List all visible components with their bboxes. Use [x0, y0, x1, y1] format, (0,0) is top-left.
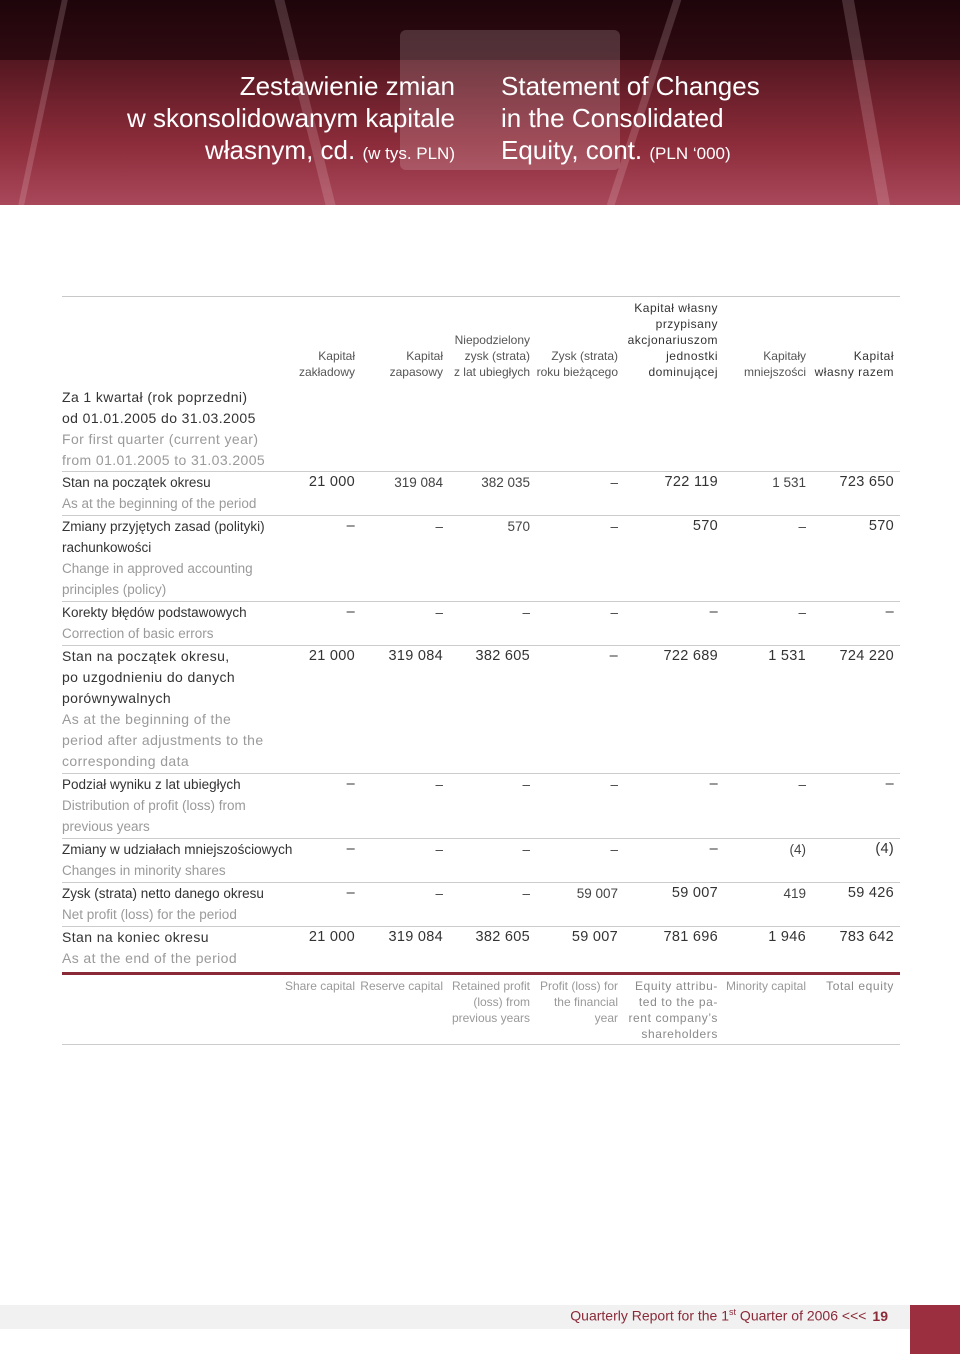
table-cell: –	[522, 886, 530, 901]
row-label-en: period after adjustments to the	[62, 732, 264, 748]
table-cell: –	[798, 519, 806, 534]
column-header-line: zakładowy	[298, 365, 355, 379]
table-cell: –	[346, 776, 355, 792]
row-label	[62, 602, 297, 644]
column-header-line: akcjonariuszom	[627, 333, 718, 347]
table-cell: 59 007	[671, 885, 718, 901]
column-header-line: roku bieżącego	[536, 365, 618, 379]
table-cell: –	[435, 842, 443, 857]
column-footer-line: Total equity	[826, 979, 894, 993]
table-cell: –	[610, 475, 618, 490]
table-cell: –	[609, 648, 618, 664]
period-pl: od 01.01.2005 do 31.03.2005	[62, 410, 256, 426]
row-label	[62, 472, 297, 514]
table-cell: –	[798, 605, 806, 620]
column-header-line: Kapitał	[853, 349, 894, 363]
column-header-line: Kapitał	[406, 349, 443, 363]
period-heading	[62, 387, 297, 471]
column-footer-line: Minority capital	[725, 979, 806, 993]
row-label-en: previous years	[62, 819, 150, 834]
column-footer-line: rent company’s	[628, 1011, 718, 1025]
table-cell: –	[610, 519, 618, 534]
table-total-rule	[62, 972, 900, 975]
table-cell: –	[435, 605, 443, 620]
column-footer	[523, 978, 618, 1026]
table-cell: –	[798, 777, 806, 792]
table-cell: 1 946	[768, 929, 806, 945]
row-label-en: As at the end of the period	[62, 950, 238, 966]
row-label-pl: Stan na początek okresu	[62, 475, 211, 490]
row-label-en: Net profit (loss) for the period	[62, 907, 237, 922]
title-pl-unit: (w tys. PLN)	[362, 144, 455, 163]
column-header	[533, 348, 618, 380]
table-cell: 1 531	[768, 648, 806, 664]
column-footer-line: shareholders	[641, 1027, 718, 1041]
row-label	[62, 927, 297, 969]
table-cell: (4)	[789, 842, 806, 857]
footer-report-suffix: Quarter of 2006	[736, 1307, 842, 1324]
table-cell: –	[610, 777, 618, 792]
column-header-line: jednostki	[666, 349, 718, 363]
footer-report-label	[570, 1307, 888, 1324]
title-pl-line	[127, 134, 455, 170]
row-label-pl: Podział wyniku z lat ubiegłych	[62, 777, 241, 792]
title-pl-text: własnym, cd.	[204, 135, 356, 165]
table-cell: –	[709, 604, 718, 620]
title-en-unit: (PLN ‘000)	[649, 144, 731, 163]
row-label-en: As at the beginning of the	[62, 711, 232, 727]
column-header-line: Kapitały	[763, 349, 806, 363]
table-cell: 1 531	[772, 475, 806, 490]
table-cell: –	[435, 886, 443, 901]
table-cell: 319 084	[388, 929, 443, 945]
title-english	[501, 70, 760, 170]
row-label-en: Correction of basic errors	[62, 626, 214, 641]
column-header-line: zapasowy	[389, 365, 443, 379]
table-cell: 723 650	[839, 474, 894, 490]
table-cell: –	[610, 842, 618, 857]
period-pl: Za 1 kwartał (rok poprzedni)	[62, 389, 248, 405]
row-label-pl: Zmiany przyjętych zasad (polityki)	[62, 519, 265, 534]
column-footer-line: previous years	[451, 1011, 530, 1025]
table-cell: 722 689	[663, 648, 718, 664]
table-cell: 570	[692, 518, 718, 534]
table-cell: 59 007	[571, 929, 618, 945]
column-footer-line: (loss) from	[473, 995, 530, 1009]
title-polish	[127, 70, 455, 170]
table-cell: 59 007	[576, 886, 618, 901]
table-cell: –	[346, 518, 355, 534]
table-cell: 570	[868, 518, 894, 534]
row-label-pl: Stan na koniec okresu	[62, 929, 209, 945]
row-label-en: Distribution of profit (loss) from	[62, 798, 246, 813]
period-en: from 01.01.2005 to 31.03.2005	[62, 452, 266, 468]
row-label	[62, 774, 297, 837]
title-en-line	[501, 134, 760, 170]
column-header-line: z lat ubiegłych	[453, 365, 530, 379]
column-footer-line: Profit (loss) for	[539, 979, 618, 993]
table-cell: 319 084	[394, 475, 443, 490]
column-footer-line: Equity attribu-	[634, 979, 718, 993]
row-label-en: Change in approved accounting	[62, 561, 253, 576]
title-pl-line: w skonsolidowanym kapitale	[126, 103, 455, 133]
column-header-line: zysk (strata)	[464, 349, 530, 363]
column-header-line: Niepodzielony	[454, 333, 530, 347]
table-cell: 570	[507, 519, 530, 534]
row-label-pl: Zmiany w udziałach mniejszościowych	[62, 842, 293, 857]
column-footer-line: Reserve capital	[360, 979, 443, 993]
table-cell: 21 000	[308, 648, 355, 664]
period-en: For first quarter (current year)	[62, 431, 259, 447]
table-cell: 59 426	[847, 885, 894, 901]
column-header-line: Kapitał	[318, 349, 355, 363]
row-label-en: corresponding data	[62, 753, 190, 769]
table-cell: 21 000	[308, 929, 355, 945]
table-cell: –	[522, 605, 530, 620]
column-header-line: dominującej	[648, 365, 718, 379]
table-cell: 724 220	[839, 648, 894, 664]
column-footer	[260, 978, 355, 994]
column-header	[358, 348, 443, 380]
column-footer-line: ted to the pa-	[638, 995, 718, 1009]
column-header	[809, 348, 894, 380]
table-cell: 722 119	[664, 474, 718, 490]
row-label-pl: po uzgodnieniu do danych	[62, 669, 236, 685]
table-cell: –	[346, 841, 355, 857]
title-en-line: Statement of Changes	[501, 71, 760, 101]
table-cell: 781 696	[663, 929, 718, 945]
column-header-line: własny razem	[814, 365, 894, 379]
table-cell: 382 605	[475, 929, 530, 945]
column-footer-line: Retained profit	[451, 979, 530, 993]
footer-report-prefix: Quarterly Report for the 1	[570, 1307, 730, 1324]
table-cell: 21 000	[308, 474, 355, 490]
table-cell: –	[522, 842, 530, 857]
table-cell: –	[435, 519, 443, 534]
table-cell: –	[346, 885, 355, 901]
column-header-line: przypisany	[655, 317, 718, 331]
footer-accent-block	[910, 1305, 960, 1354]
page-number: 19	[872, 1307, 888, 1324]
table-cell: (4)	[875, 841, 894, 857]
row-label-en: Changes in minority shares	[62, 863, 226, 878]
footer-arrows: <<<	[841, 1307, 867, 1324]
column-footer	[348, 978, 443, 994]
row-label	[62, 646, 297, 772]
title-en-text: Equity, cont.	[501, 135, 643, 165]
column-header	[618, 300, 718, 380]
column-footer-line: Share capital	[284, 979, 355, 993]
table-cell: –	[435, 777, 443, 792]
row-label-pl: Zysk (strata) netto danego okresu	[62, 886, 264, 901]
column-header	[721, 348, 806, 380]
table-cell: 783 642	[839, 929, 894, 945]
row-label-pl: porównywalnych	[62, 690, 172, 706]
row-label	[62, 883, 297, 925]
row-label-en: principles (policy)	[62, 582, 167, 597]
table-bottom-rule	[62, 1044, 900, 1045]
table-top-rule	[62, 296, 900, 297]
row-label	[62, 516, 297, 600]
row-label-pl: rachunkowości	[62, 540, 152, 555]
table-cell: 382 035	[481, 475, 530, 490]
row-label	[62, 839, 297, 881]
table-cell: –	[885, 776, 894, 792]
column-footer	[608, 978, 718, 1042]
column-header	[270, 348, 355, 380]
column-header	[445, 332, 530, 380]
row-label-en: As at the beginning of the period	[62, 496, 257, 511]
column-footer	[711, 978, 806, 994]
column-header-line: mniejszości	[743, 365, 806, 379]
row-label-pl: Stan na początek okresu,	[62, 648, 230, 664]
table-cell: –	[522, 777, 530, 792]
table-cell: –	[885, 604, 894, 620]
table-cell: 319 084	[388, 648, 443, 664]
title-pl-line: Zestawienie zmian	[239, 71, 455, 101]
table-cell: –	[346, 604, 355, 620]
column-footer	[799, 978, 894, 994]
column-footer	[435, 978, 530, 1026]
title-en-line: in the Consolidated	[501, 103, 724, 133]
table-cell: –	[709, 841, 718, 857]
column-header-line: Zysk (strata)	[551, 349, 618, 363]
row-label-pl: Korekty błędów podstawowych	[62, 605, 247, 620]
column-footer-line: the financial	[553, 995, 618, 1009]
table-cell: –	[610, 605, 618, 620]
table-cell: 419	[783, 886, 806, 901]
column-footer-line: year	[594, 1011, 618, 1025]
footer-report-sup: st	[729, 1307, 737, 1317]
column-header-line: Kapitał własny	[634, 301, 718, 315]
table-cell: –	[709, 776, 718, 792]
table-cell: 382 605	[475, 648, 530, 664]
